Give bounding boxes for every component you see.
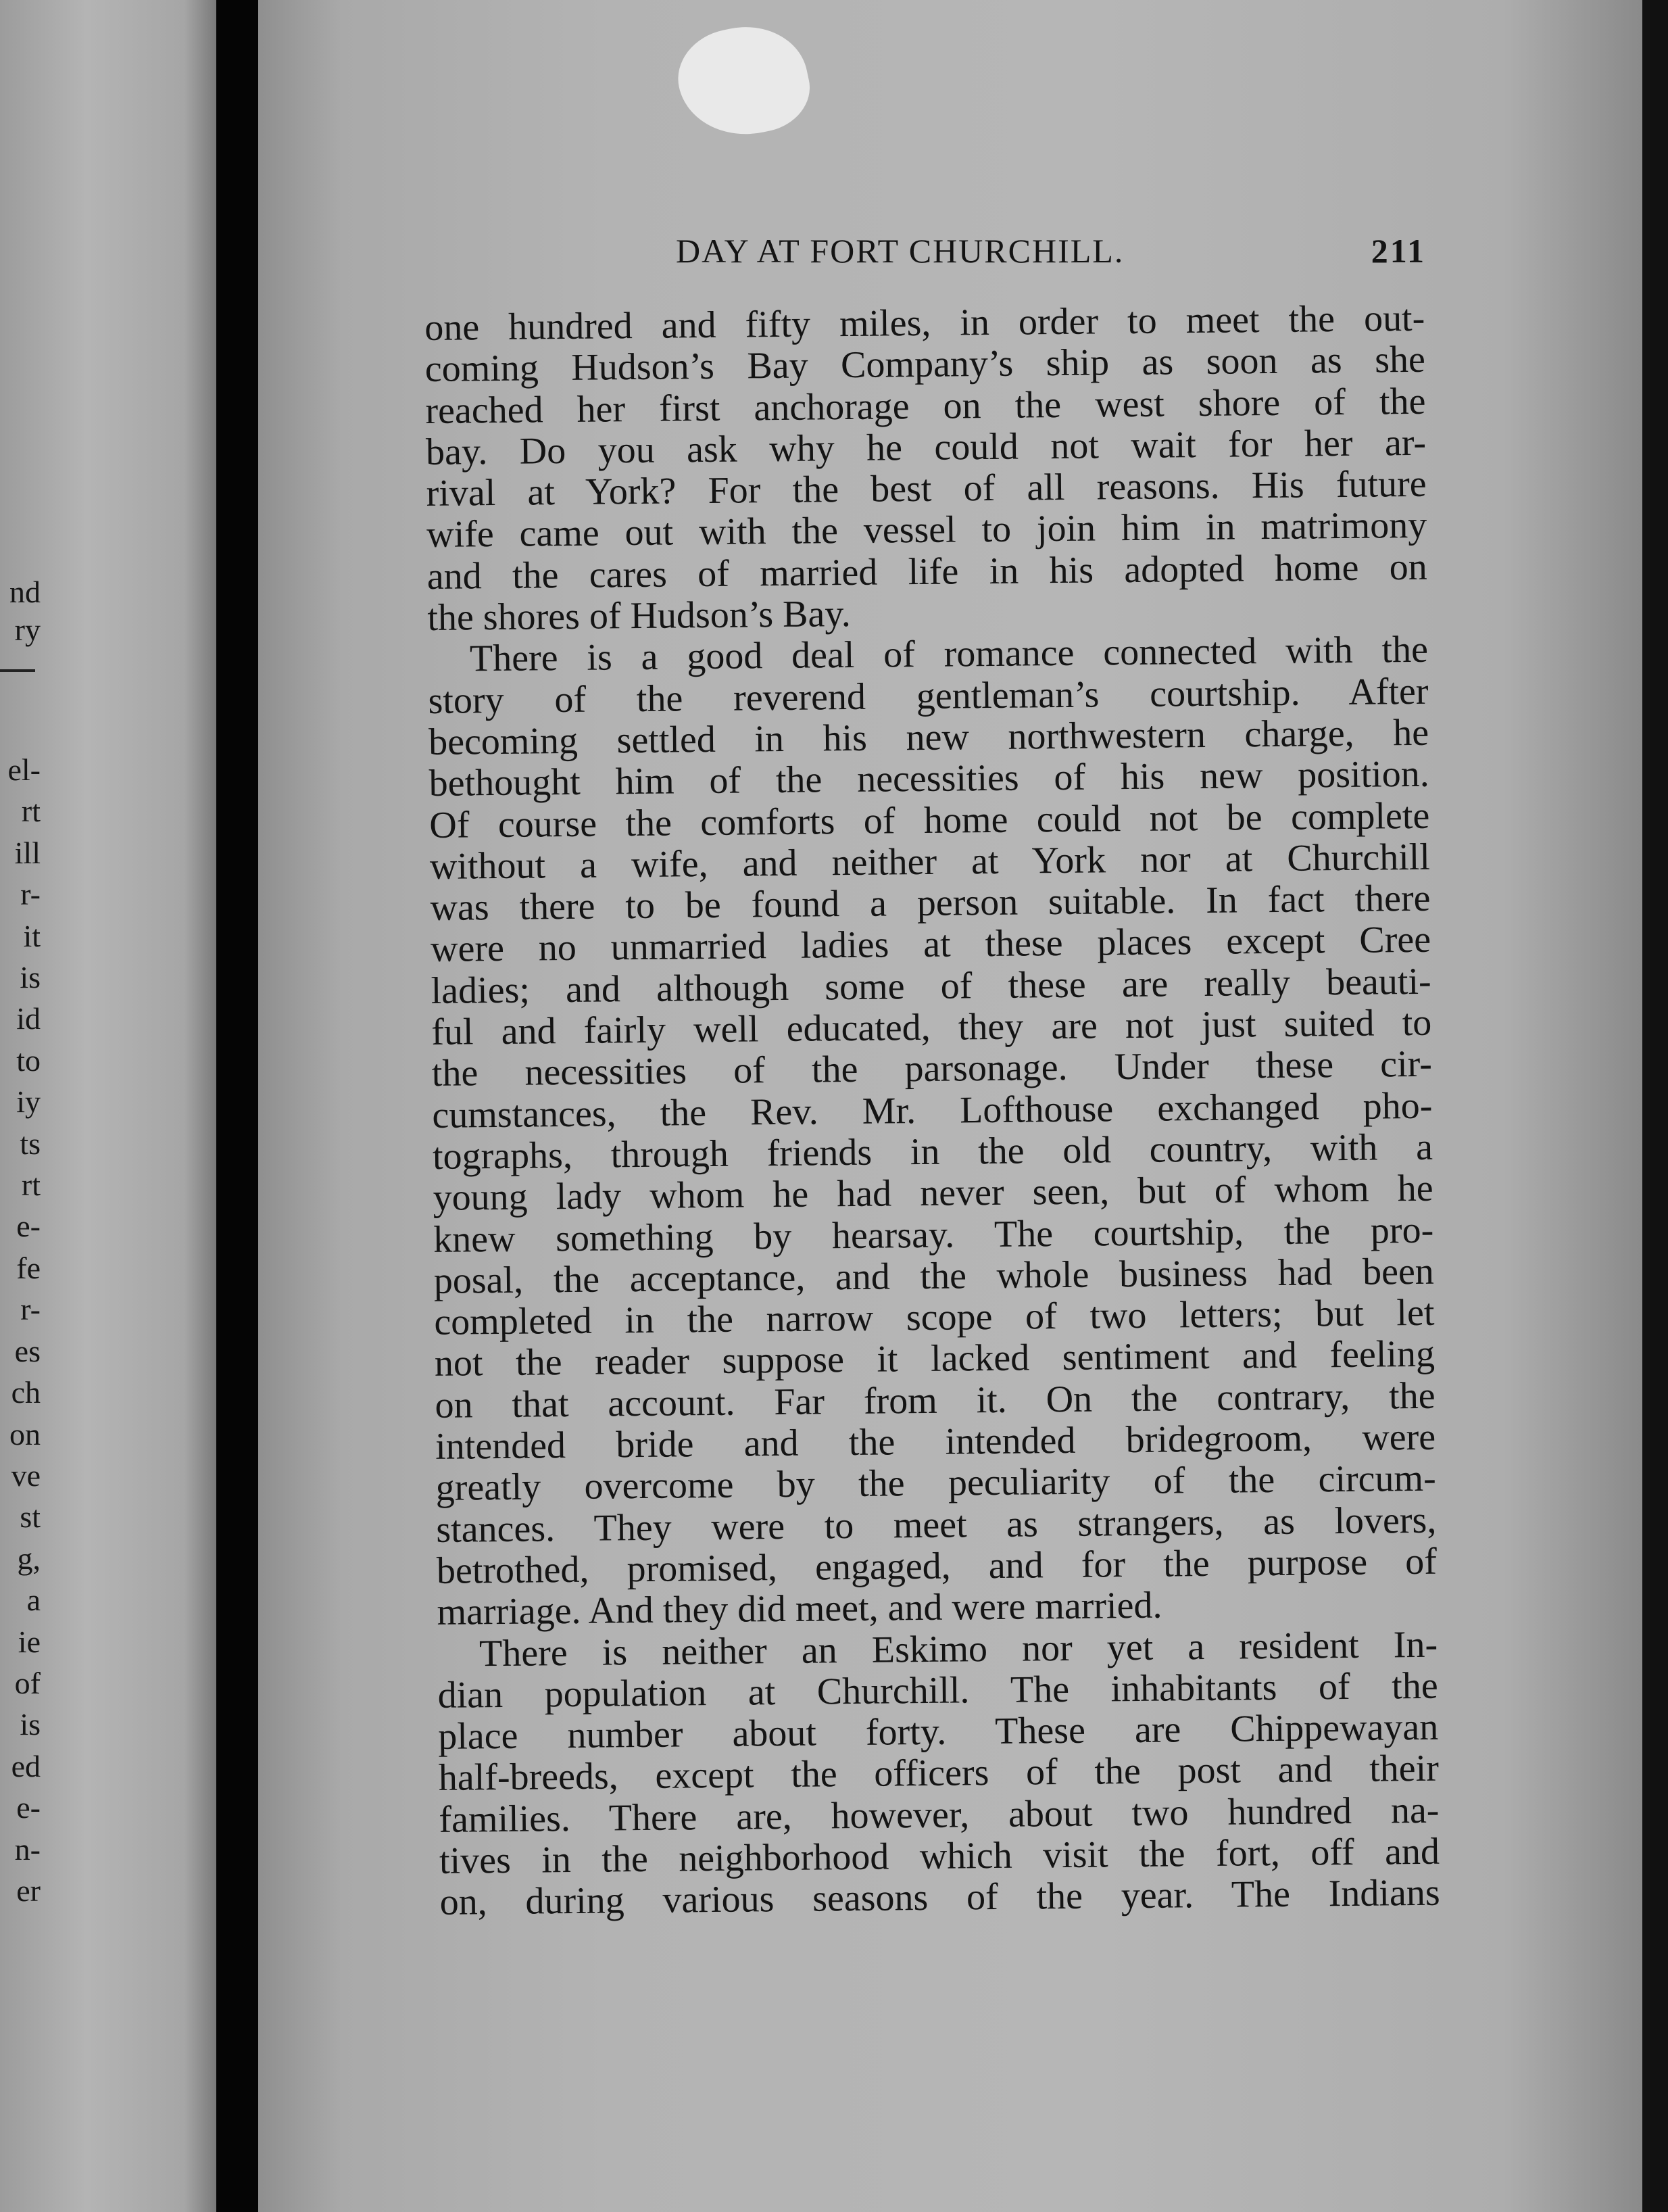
text-fragment: nd <box>9 575 41 609</box>
text-line: half-breeds, except the officers of the post and their <box>438 1748 1440 1800</box>
text-line: There is a good deal of romance connected with the <box>469 629 1429 680</box>
text-line: one hundred and fifty miles, in order to meet the out- <box>424 297 1425 349</box>
text-fragment: er <box>16 1873 41 1908</box>
text-fragment: rt <box>21 1168 41 1203</box>
text-line: were no unmarried ladies at these places except Cree <box>430 919 1431 971</box>
text-fragment: iy <box>16 1084 41 1120</box>
text-line: completed in the narrow scope of two letters; but let <box>434 1291 1435 1344</box>
text-line: tographs, through friends in the old country, with a <box>432 1126 1433 1178</box>
previous-page-fragments <box>0 749 41 1911</box>
text-line: intended bride and the intended bridegroom, were <box>435 1416 1436 1468</box>
text-line: on that account. Far from it. On the contrary, the <box>435 1374 1436 1426</box>
text-fragment: fe <box>16 1250 41 1285</box>
text-line: wife came out with the vessel to join him in matrimony <box>426 504 1427 556</box>
text-line: not the reader suppose it lacked sentiment and feeling <box>434 1333 1436 1385</box>
previous-page <box>0 0 216 2212</box>
text-fragment: ts <box>20 1126 41 1161</box>
text-fragment: ch <box>11 1375 41 1410</box>
text-fragment: es <box>14 1333 41 1368</box>
text-fragment: is <box>20 960 41 995</box>
text-line: betrothed, promised, engaged, and for the purpose of <box>436 1540 1438 1592</box>
text-fragment: ry <box>14 612 41 647</box>
text-fragment: it <box>23 918 41 953</box>
text-line: bethought him of the necessities of his new position. <box>428 753 1429 805</box>
text-line: ful and fairly well educated, they are not just suited to <box>431 1001 1432 1053</box>
text-fragment: to <box>16 1042 41 1078</box>
text-fragment: on <box>9 1416 41 1451</box>
text-fragment: ill <box>14 835 41 870</box>
text-line: and the cares of married life in his adopted home on <box>426 546 1428 598</box>
body-text <box>424 298 1440 1924</box>
text-line: dian population at Churchill. The inhabitants of the <box>437 1664 1438 1716</box>
text-line: was there to be found a person suitable. In fact there <box>430 877 1431 930</box>
text-line: knew something by hearsay. The courtship, the pro- <box>433 1209 1434 1261</box>
text-line: cumstances, the Rev. Mr. Lofthouse exchanged pho- <box>432 1084 1433 1136</box>
text-line: story of the reverend gentleman’s courtship. After <box>428 670 1429 722</box>
text-line: marriage. And they did meet, and were married. <box>437 1584 1162 1634</box>
text-fragment: is <box>20 1707 41 1742</box>
text-fragment: a <box>26 1583 41 1618</box>
text-fragment: ie <box>18 1624 41 1659</box>
book-gutter <box>216 0 258 2212</box>
text-line: bay. Do you ask why he could not wait for her ar- <box>425 421 1427 473</box>
text-line: posal, the acceptance, and the whole business had been <box>433 1250 1435 1302</box>
page-edge <box>1642 0 1668 2212</box>
text-fragment: el- <box>7 752 41 787</box>
text-fragment: of <box>14 1665 41 1700</box>
text-fragment: e- <box>16 1790 41 1825</box>
text-fragment: n- <box>14 1831 41 1867</box>
text-fragment: st <box>20 1499 41 1535</box>
running-head <box>676 231 1426 279</box>
text-line: coming Hudson’s Bay Company’s ship as soon as she <box>424 339 1426 391</box>
text-line: ladies; and although some of these are really beauti- <box>431 960 1431 1012</box>
text-fragment: r- <box>20 1292 41 1327</box>
text-line: stances. They were to meet as strangers, as lovers, <box>436 1499 1437 1551</box>
text-line: on, during various seasons of the year. The Indians <box>439 1871 1440 1924</box>
text-fragment: ed <box>11 1748 41 1783</box>
page-number: 211 <box>1371 232 1426 270</box>
text-line: families. There are, however, about two hundred na- <box>439 1789 1440 1841</box>
text-line: becoming settled in his new northwestern charge, he <box>428 711 1429 763</box>
text-fragment: id <box>16 1001 41 1036</box>
text-line: There is neither an Eskimo nor yet a resident In- <box>479 1623 1438 1675</box>
text-fragment: ve <box>11 1458 41 1493</box>
text-line: without a wife, and neither at York nor at Churchill <box>429 836 1431 888</box>
text-fragment: e- <box>16 1209 41 1244</box>
text-line: young lady whom he had never seen, but of whom he <box>433 1167 1433 1220</box>
previous-page-top-fragments <box>0 573 41 649</box>
divider <box>0 669 35 672</box>
text-fragment: rt <box>21 794 41 829</box>
text-fragment: g, <box>17 1541 41 1576</box>
text-line: place number about forty. These are Chippewayan <box>437 1706 1439 1758</box>
running-head-title: DAY AT FORT CHURCHILL. <box>676 232 1125 270</box>
text-line: Of course the comforts of home could not be complete <box>429 794 1430 846</box>
text-fragment: r- <box>20 877 41 912</box>
text-line: the shores of Hudson’s Bay. <box>427 593 851 640</box>
text-line: tives in the neighborhood which visit the fort, off and <box>439 1830 1440 1882</box>
text-line: greatly overcome by the peculiarity of the circum- <box>435 1458 1436 1510</box>
text-line: reached her first anchorage on the west shore of the <box>425 380 1426 432</box>
text-line: rival at York? For the best of all reasons. His future <box>426 462 1427 515</box>
text-line: the necessities of the parsonage. Under these cir- <box>431 1043 1433 1095</box>
